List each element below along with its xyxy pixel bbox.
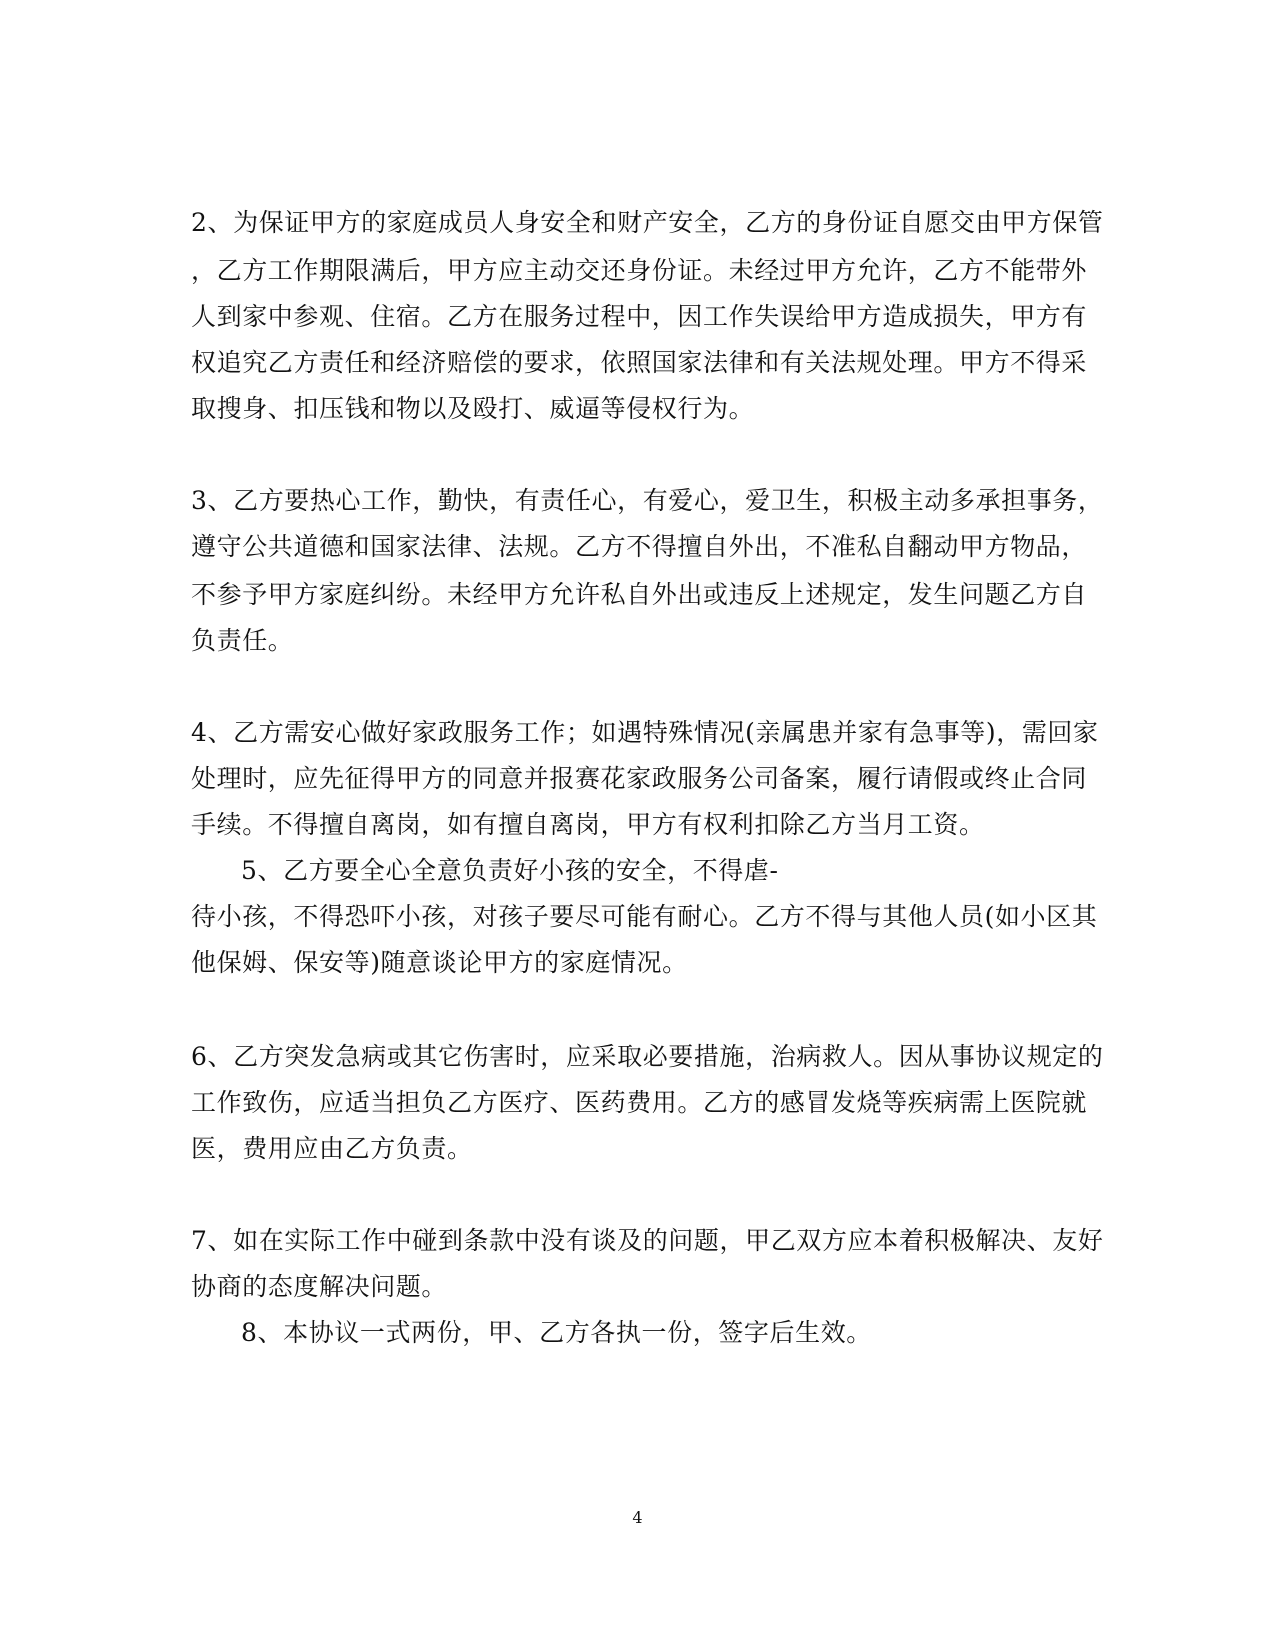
text-line: 协商的态度解决问题。 bbox=[191, 1272, 448, 1301]
text-line: 待小孩，不得恐吓小孩，对孩子要尽可能有耐心。乙方不得与其他人员(如小区其 bbox=[191, 902, 1098, 931]
text-line: 工作致伤，应适当担负乙方医疗、医药费用。乙方的感冒发烧等疾病需上医院就 bbox=[191, 1088, 1088, 1117]
text-line: 负责任。 bbox=[191, 626, 294, 655]
text-line: 8、本协议一式两份，甲、乙方各执一份，签字后生效。 bbox=[241, 1318, 872, 1347]
text-line: 取搜身、扣压钱和物以及殴打、威逼等侵权行为。 bbox=[191, 394, 755, 423]
page-number: 4 bbox=[632, 1508, 643, 1527]
text-line: 4、乙方需安心做好家政服务工作；如遇特殊情况(亲属患并家有急事等)，需回家 bbox=[191, 718, 1099, 747]
text-line: 2、为保证甲方的家庭成员人身安全和财产安全，乙方的身份证自愿交由甲方保管 bbox=[191, 208, 1104, 237]
text-line: 权追究乙方责任和经济赔偿的要求，依照国家法律和有关法规处理。甲方不得采 bbox=[191, 348, 1088, 377]
text-line: 5、乙方要全心全意负责好小孩的安全，不得虐- bbox=[241, 856, 779, 885]
text-line: 7、如在实际工作中碰到条款中没有谈及的问题，甲乙双方应本着积极解决、友好 bbox=[191, 1226, 1104, 1255]
text-line: 处理时，应先征得甲方的同意并报赛花家政服务公司备案，履行请假或终止合同 bbox=[191, 764, 1088, 793]
text-line: 医，费用应由乙方负责。 bbox=[191, 1134, 473, 1163]
text-line: 他保姆、保安等)随意谈论甲方的家庭情况。 bbox=[191, 948, 688, 977]
text-line: 3、乙方要热心工作，勤快，有责任心，有爱心，爱卫生，积极主动多承担事务， bbox=[191, 486, 1104, 515]
text-line: ，乙方工作期限满后，甲方应主动交还身份证。未经过甲方允许，乙方不能带外 bbox=[191, 256, 1088, 285]
text-line: 手续。不得擅自离岗，如有擅自离岗，甲方有权利扣除乙方当月工资。 bbox=[191, 810, 985, 839]
text-line: 人到家中参观、住宿。乙方在服务过程中，因工作失误给甲方造成损失，甲方有 bbox=[191, 302, 1088, 331]
text-line: 遵守公共道德和国家法律、法规。乙方不得擅自外出，不准私自翻动甲方物品， bbox=[191, 532, 1088, 561]
text-line: 6、乙方突发急病或其它伤害时，应采取必要措施，治病救人。因从事协议规定的 bbox=[191, 1042, 1104, 1071]
text-line: 不参予甲方家庭纠纷。未经甲方允许私自外出或违反上述规定，发生问题乙方自 bbox=[191, 580, 1088, 609]
